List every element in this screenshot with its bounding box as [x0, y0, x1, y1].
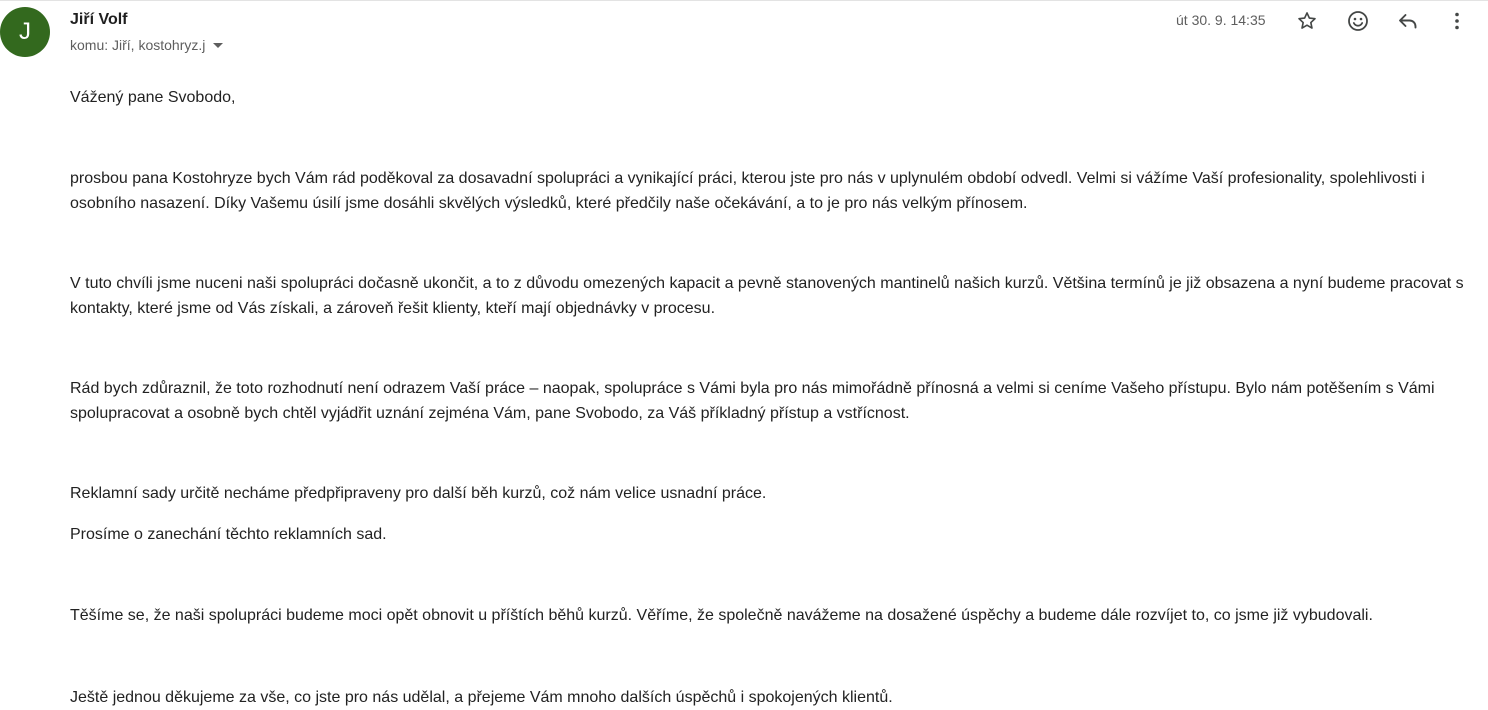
emoji-icon — [1346, 9, 1370, 33]
email-paragraph: V tuto chvíli jsme nuceni naši spolupráci dočasně ukončit, a to z důvodu omezených kapacit a pevně stanovených mantinelů našich kurzů. Většina termínů je již obsazena a nyní budeme pracovat s kontakty, které jsme od Vás získali, a zároveň řešit klienty, kteří mají objednávky v procesu. — [70, 275, 1464, 317]
more-options-button[interactable] — [1442, 6, 1472, 36]
reply-icon — [1396, 9, 1420, 33]
chevron-down-icon[interactable] — [213, 43, 223, 48]
emoji-reaction-button[interactable] — [1343, 6, 1373, 36]
avatar[interactable]: J — [0, 7, 50, 57]
star-icon — [1296, 10, 1318, 32]
email-paragraph: prosbou pana Kostohryze bych Vám rád poděkoval za dosavadní spolupráci a vynikající práci, kterou jste pro nás v uplynulém období odvedl. Velmi si vážíme Vaší profesionality, spolehlivosti i osobního nasazení. Díky Vašemu úsilí jsme dosáhli skvělých výsledků, které předčily naše očekávání, a to je pro nás velkým přínosem. — [70, 170, 1425, 212]
more-vert-icon — [1445, 9, 1469, 33]
email-paragraph: Těšíme se, že naši spolupráci budeme moci opět obnovit u příštích běhů kurzů. Věříme, že společně navážeme na dosažené úspěchy a budeme dále rozvíjet to, co jsme již vybudovali. — [70, 607, 1373, 624]
reply-button[interactable] — [1393, 6, 1423, 36]
email-greeting: Vážený pane Svobodo, — [70, 89, 236, 106]
recipients-line — [70, 36, 223, 54]
email-paragraph: Prosíme o zanechání těchto reklamních sad. — [70, 526, 387, 543]
email-paragraph: Reklamní sady určitě necháme předpřipraveny pro další běh kurzů, což nám velice usnadní práce. — [70, 485, 767, 502]
star-button[interactable] — [1292, 6, 1322, 36]
top-divider — [0, 0, 1488, 1]
email-paragraph: Rád bych zdůraznil, že toto rozhodnutí není odrazem Vaší práce – naopak, spolupráce s Vámi byla pro nás mimořádně přínosná a velmi si ceníme Vašeho přístupu. Bylo nám potěšením s Vámi spolupracovat a osobně bych chtěl vyjádřit uznání zejména Vám, pane Svobodo, za Váš příkladný přístup a vstřícnost. — [70, 380, 1435, 422]
email-date[interactable]: út 30. 9. 14:35 — [1176, 12, 1266, 28]
recipients-text: komu: Jiří, kostohryz.j — [70, 37, 206, 53]
sender-name[interactable]: Jiří Volf — [70, 11, 128, 28]
email-paragraph: Ještě jednou děkujeme za vše, co jste pro nás udělal, a přejeme Vám mnoho dalších úspěchů i spokojených klientů. — [70, 689, 893, 706]
